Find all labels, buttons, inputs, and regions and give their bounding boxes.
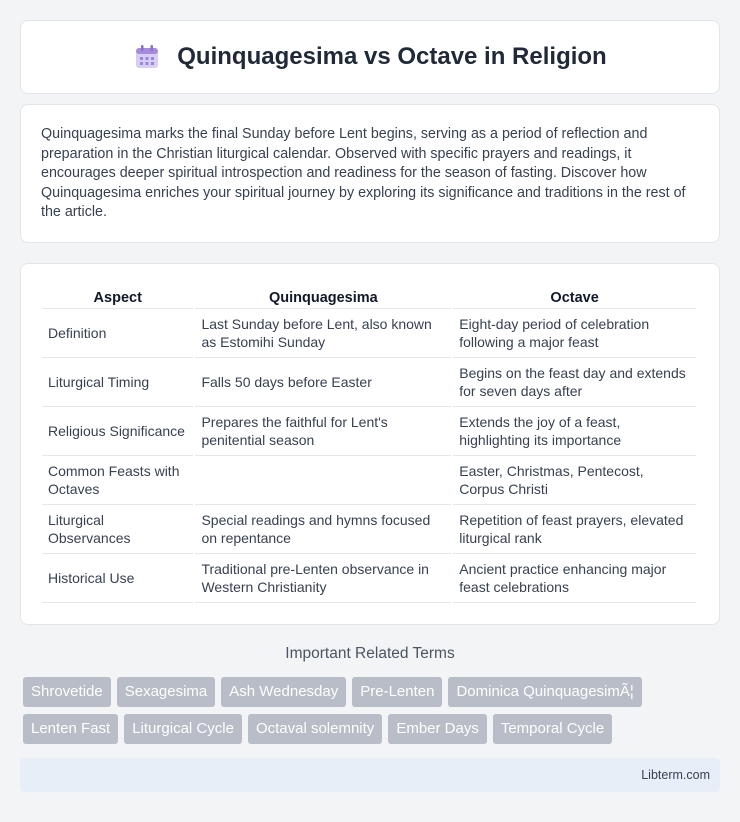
comparison-table-card — [20, 263, 720, 625]
table-cell: Falls 50 days before Easter — [195, 358, 451, 407]
table-cell: Traditional pre-Lenten observance in Western Christianity — [195, 554, 451, 603]
table-cell: Extends the joy of a feast, highlighting its importance — [453, 407, 696, 456]
calendar-icon — [133, 43, 161, 71]
table-cell: Common Feasts with Octaves — [42, 456, 193, 505]
tag-row — [23, 677, 723, 707]
related-terms-tags — [23, 677, 723, 751]
header-quinquagesima: Quinquagesima — [195, 284, 451, 309]
table-row — [42, 358, 696, 407]
table-row — [42, 407, 696, 456]
tag-row — [23, 714, 723, 744]
header-card — [20, 20, 720, 94]
tag-ember-days[interactable]: Ember Days — [388, 714, 487, 744]
table-row — [42, 505, 696, 554]
tag-lenten-fast[interactable]: Lenten Fast — [23, 714, 118, 744]
table-cell: Definition — [42, 309, 193, 358]
tag-liturgical-cycle[interactable]: Liturgical Cycle — [124, 714, 242, 744]
tag-sexagesima[interactable]: Sexagesima — [117, 677, 216, 707]
tag-octaval-solemnity[interactable]: Octaval solemnity — [248, 714, 382, 744]
header-aspect: Aspect — [42, 284, 193, 309]
table-cell: Historical Use — [42, 554, 193, 603]
table-cell: Begins on the feast day and extends for seven days after — [453, 358, 696, 407]
tag-ash-wednesday[interactable]: Ash Wednesday — [221, 677, 346, 707]
footer — [20, 758, 720, 792]
table-cell: Eight-day period of celebration following a major feast — [453, 309, 696, 358]
tag-shrovetide[interactable]: Shrovetide — [23, 677, 111, 707]
table-cell: Easter, Christmas, Pentecost, Corpus Christi — [453, 456, 696, 505]
table-cell: Liturgical Timing — [42, 358, 193, 407]
table-cell: Special readings and hymns focused on repentance — [195, 505, 451, 554]
table-header-row — [42, 284, 696, 309]
intro-paragraph: Quinquagesima marks the final Sunday before Lent begins, serving as a period of reflection and preparation in the Christian liturgical calendar. Observed with specific prayers and readings, it encourages deeper spiritual introspection and readiness for the season of fasting. Discover how Quinquagesima enriches your spiritual journey by exploring its significance and traditions in the rest of the article. — [41, 126, 686, 221]
tag-temporal-cycle[interactable]: Temporal Cycle — [493, 714, 612, 744]
header-octave: Octave — [453, 284, 696, 309]
table-cell: Liturgical Observances — [42, 505, 193, 554]
table-cell: Religious Significance — [42, 407, 193, 456]
table-cell: Repetition of feast prayers, elevated liturgical rank — [453, 505, 696, 554]
footer-site-link[interactable]: Libterm.com — [641, 768, 710, 782]
table-cell — [195, 456, 451, 505]
table-cell: Last Sunday before Lent, also known as Estomihi Sunday — [195, 309, 451, 358]
table-cell: Ancient practice enhancing major feast celebrations — [453, 554, 696, 603]
table-row — [42, 554, 696, 603]
comparison-table — [40, 284, 698, 603]
table-cell: Prepares the faithful for Lent's penitential season — [195, 407, 451, 456]
table-row — [42, 309, 696, 358]
page-title: Quinquagesima vs Octave in Religion — [177, 43, 607, 70]
tag-pre-lenten[interactable]: Pre-Lenten — [352, 677, 442, 707]
intro-card — [20, 104, 720, 243]
related-terms-title: Important Related Terms — [285, 645, 455, 662]
tag-dominica-quinquagesimae[interactable]: Dominica QuinquagesimÃ¦ — [448, 677, 641, 707]
table-row — [42, 456, 696, 505]
